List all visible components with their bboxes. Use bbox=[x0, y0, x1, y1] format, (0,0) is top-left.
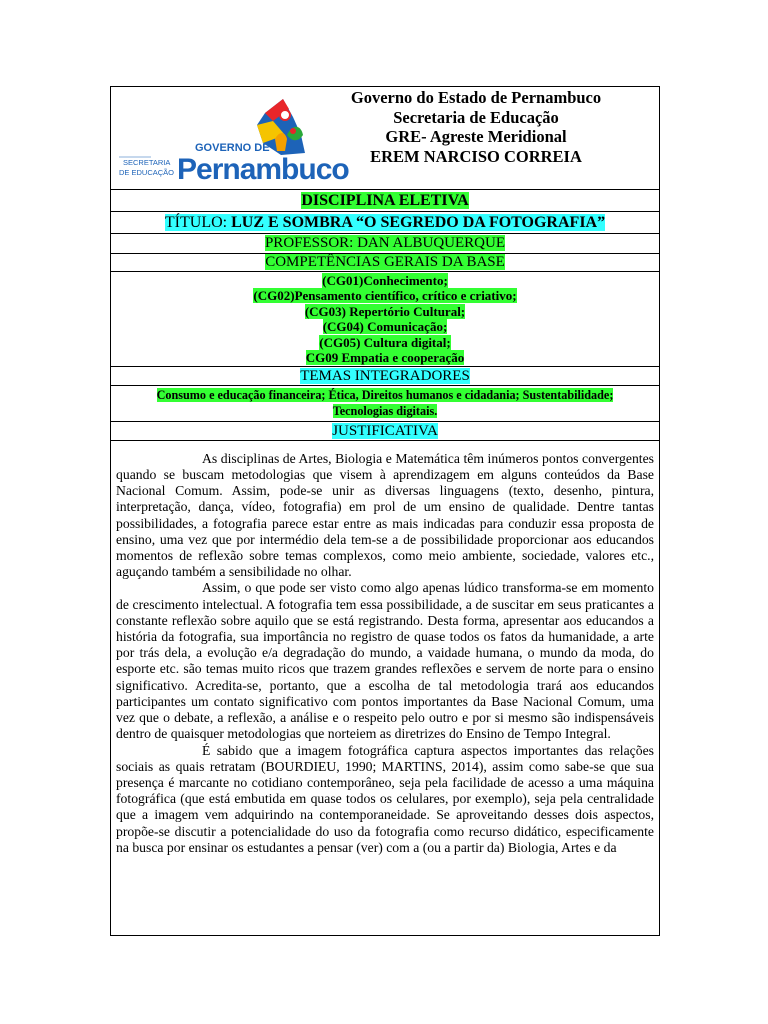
professor-highlight bbox=[265, 235, 505, 251]
temas-heading-row bbox=[111, 367, 659, 386]
paragraph: Assim, o que pode ser visto como algo apenas lúdico transforma-se em momento de crescimento intelectual. A fotografia tem essa possibilidade, a de suscitar em seus praticantes a constante reflexão sobre aquilo que se está registrando. Desta forma, apresentar aos educandos a história da fotografia, sua importância no registro de quase todos os fatos da humanidade, a arte por trás dela, a evolução e/a degradação do mundo, a vaidade humana, o mundo da moda, do esporte etc. são temas muito ricos que trazem grandes reflexões e servem de norte para o ensino significativo. Acredita-se, portanto, que a escolha de tal metodologia trará aos educandos participantes um contato significativo com pontos importantes da Base Nacional Comum, uma vez que o debate, a reflexão, a análise e o respeito pelo outro e por si mesmo são indispensáveis dentro de quaisquer metodologias que norteiem as diretrizes do Ensino de Tempo Integral. bbox=[116, 580, 654, 742]
temas-line-2: Tecnologias digitais. bbox=[332, 403, 438, 418]
header-line-secretaria: Secretaria de Educação bbox=[393, 107, 559, 127]
competencias-list bbox=[111, 272, 659, 367]
competencia-item: (CG05) Cultura digital; bbox=[319, 334, 451, 350]
professor-row bbox=[111, 234, 659, 254]
justificativa-text bbox=[111, 441, 659, 856]
disciplina-row bbox=[111, 190, 659, 212]
professor-value: DAN ALBUQUERQUE bbox=[357, 235, 506, 251]
header-line-governo: Governo do Estado de Pernambuco bbox=[350, 88, 602, 107]
temas-list bbox=[111, 386, 659, 421]
paragraph: É sabido que a imagem fotográfica captura aspectos importantes das relações sociais as quais retratam (BOURDIEU, 1990; MARTINS, 2014), assim como sabe-se que sua presença é marcante no cotidiano contemporâneo, seja pela facilidade de acesso a uma máquina fotográfica (que está embutida em quase todos os celulares, por exemplo), seja pela centralidade que a imagem vem adquirindo na contemporaneidade. Se aproveitando desses dois aspectos, propõe-se discutir a potencialidade do uso da fotografia como recurso didático, especificamente na busca por ensinar os estudantes a pensar (ver) com a (ou a partir da) Biologia, Artes e da bbox=[116, 742, 654, 855]
paragraph: As disciplinas de Artes, Biologia e Matemática têm inúmeros pontos convergentes quando se buscam metodologias que visem à aprendizagem em alguns conteúdos da Base Nacional Comum. Assim, pode-se unir as diversas linguagens (texto, desenho, pintura, interpretação, dança, vídeo, fotografia) em prol de um ensino de qualidade. Dentre tantas possibilidades, a fotografia parece estar entre as mais indicadas para conduzir essa proposta de ensino, uma vez que por intermédio dela tem-se a de possibilidade proporcionar aos educandos momentos de reflexão sobre temas complexos, como meio ambiente, sociedade, valores etc., aguçando também a sensibilidade no olhar. bbox=[116, 450, 654, 580]
header-line-escola: EREM NARCISO CORREIA bbox=[370, 146, 582, 166]
disciplina-label: DISCIPLINA ELETIVA bbox=[301, 192, 469, 209]
document-table bbox=[110, 86, 660, 936]
logo-secretaria-text: SECRETARIA bbox=[123, 158, 171, 167]
justificativa-heading-row bbox=[111, 422, 659, 441]
institution-heading bbox=[306, 88, 646, 166]
competencia-item: (CG03) Repertório Cultural; bbox=[304, 303, 466, 319]
temas-line-1: Consumo e educação financeira; Ética, Direitos humanos e cidadania; Sustentabilidade; bbox=[156, 388, 614, 403]
logo-governo-text: GOVERNO DE bbox=[195, 142, 270, 154]
competencias-heading: COMPETÊNCIAS GERAIS DA BASE bbox=[265, 254, 505, 270]
titulo-highlight bbox=[165, 214, 605, 231]
competencia-item: CG09 Empatia e cooperação bbox=[305, 350, 465, 366]
titulo-value: LUZ E SOMBRA “O SEGREDO DA FOTOGRAFIA” bbox=[231, 214, 606, 231]
temas-heading: TEMAS INTEGRADORES bbox=[300, 368, 470, 385]
competencia-item: (CG01)Conhecimento; bbox=[322, 273, 448, 288]
competencia-item: (CG02)Pensamento científico, crítico e criativo; bbox=[253, 288, 517, 304]
justificativa-heading: JUSTIFICATIVA bbox=[332, 422, 438, 439]
logo-educacao-text: DE EDUCAÇÃO bbox=[119, 168, 175, 177]
titulo-row bbox=[111, 212, 659, 234]
document-header bbox=[111, 87, 659, 190]
professor-label: PROFESSOR: bbox=[264, 235, 358, 251]
pernambuco-logo bbox=[115, 95, 349, 186]
competencias-heading-row bbox=[111, 254, 659, 272]
logo-pernambuco-text: Pernambuco bbox=[177, 153, 349, 186]
titulo-label: TÍTULO: bbox=[164, 214, 232, 231]
header-line-gre: GRE- Agreste Meridional bbox=[385, 127, 567, 146]
competencia-item: (CG04) Comunicação; bbox=[322, 319, 448, 335]
